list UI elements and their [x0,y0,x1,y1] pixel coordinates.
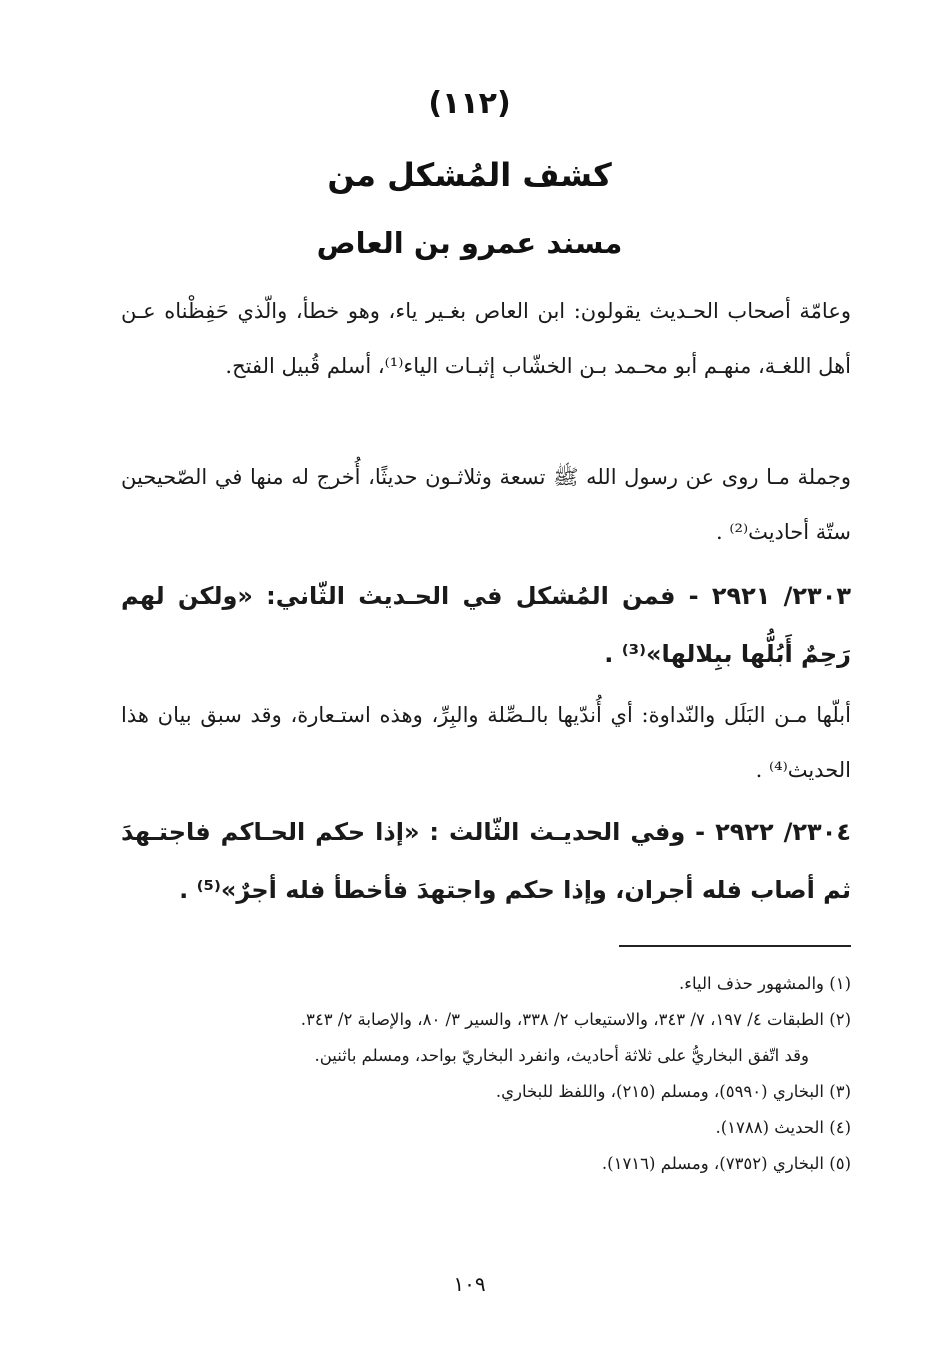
body-paragraph-1: وعامّة أصحاب الحـديث يقولون: ابن العاص بغـير ياء، وهو خطأ، والّذي حَفِظْناه عـن أهل اللغـة، منهـم أبو محـمد بـن الخشّاب إثبـات الياء⁽¹⁾، أسلم قُبيل الفتح. [121,299,851,378]
hadith-heading-2304: ٢٣٠٤/ ٢٩٢٢ - وفي الحديـث الثّالث : «إذا حكم الحـاكم فاجتـهدَ ثم أصاب فله أجران، وإذا حكم واجتهدَ فأخطأ فله أجرٌ»⁽⁵⁾ . [121,818,851,904]
footnotes [121,966,851,1182]
page-title: كشف المُشكل من [327,156,612,194]
body-paragraph-3: أبلّها مـن البَلَل والنّداوة: أي أُندّيها بالـصِّلة والبِرِّ، وهذه استـعارة، وقد سبق بيان هذا الحديث⁽⁴⁾ . [121,703,851,782]
body-paragraph-2: وجملة مـا روى عن رسول الله ﷺ تسعة وثلاثـون حديثًا، أُخرج له منها في الصّحيحين ستّة أحاديث⁽²⁾ . [121,465,851,544]
footnote-4: (٤) الحديث (١٧٨٨). [715,1118,851,1137]
footnote-1: (١) والمشهور حذف الياء. [678,974,851,993]
footnote-5: (٥) البخاري (٧٣٥٢)، ومسلم (١٧١٦). [601,1154,851,1173]
footnote-divider [619,945,851,947]
footnote-2: (٢) الطبقات ٤/ ١٩٧، ٧/ ٣٤٣، والاستيعاب ٢/ ٣٣٨، والسير ٣/ ٨٠، والإصابة ٢/ ٣٤٣. [300,1010,851,1029]
footnote-2-continuation: وقد اتّفق البخاريُّ على ثلاثة أحاديث، وانفرد البخاريّ بواحد، ومسلم باثنين. [314,1046,809,1065]
hadith-heading-2303: ٢٣٠٣/ ٢٩٢١ - فمن المُشكل في الحـديث الثّاني: «ولكن لهم رَحِمٌ أَبُلُّها ببِلالها»⁽³⁾ . [121,582,851,668]
footnote-3: (٣) البخاري (٥٩٩٠)، ومسلم (٢١٥)، واللفظ للبخاري. [495,1082,851,1101]
section-number: (١١٢) [428,86,511,121]
page-subtitle: مسند عمرو بن العاص [316,226,623,260]
page-number: ١٠٩ [453,1272,486,1296]
